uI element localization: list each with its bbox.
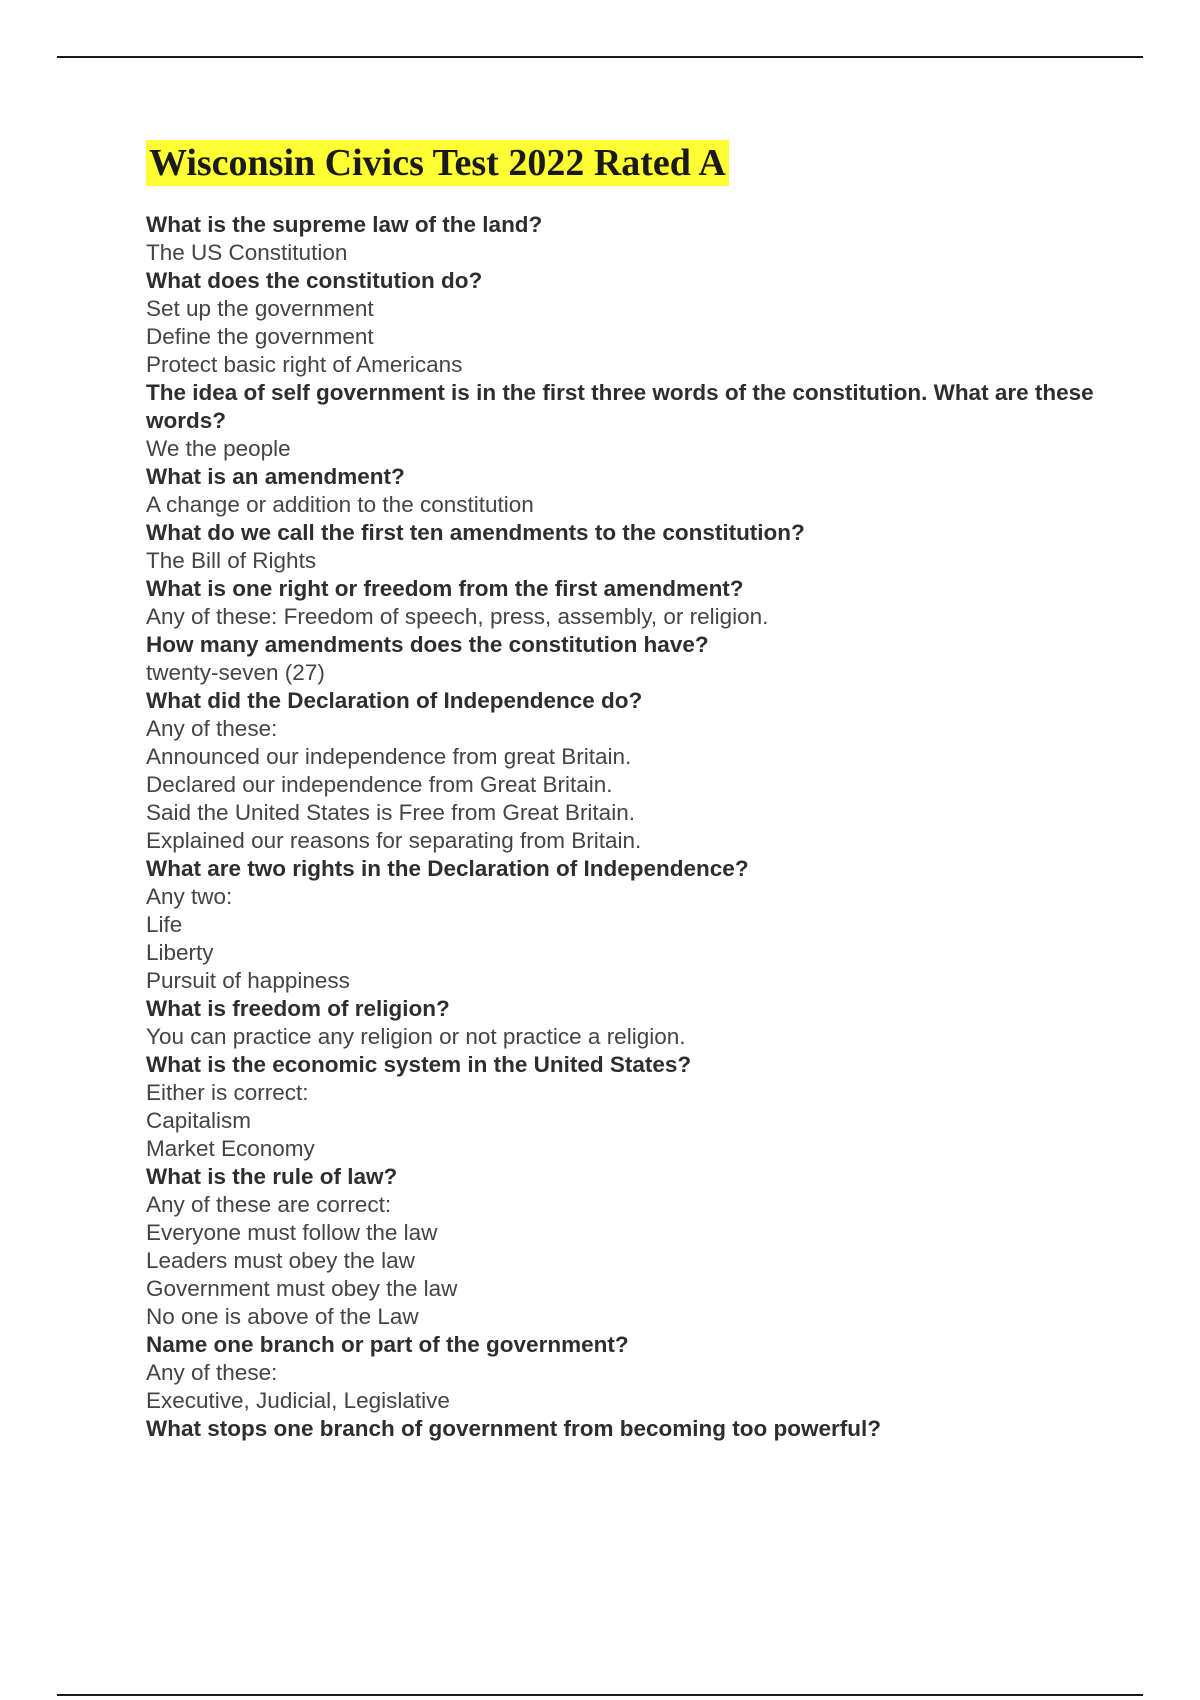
qa-item [146,1051,1106,1163]
answer-line: Either is correct: [146,1080,309,1105]
answer-line: We the people [146,436,291,461]
question-text: What did the Declaration of Independence do? [146,688,643,713]
qa-item [146,855,1106,995]
answer-line: Market Economy [146,1136,315,1161]
question-text: Name one branch or part of the government? [146,1332,629,1357]
header-rule [57,56,1143,58]
answer-line: The US Constitution [146,240,348,265]
answer-line: Any of these: [146,1360,278,1385]
answer-line: Government must obey the law [146,1276,458,1301]
qa-item [146,1331,1106,1415]
question-text: What is freedom of religion? [146,996,450,1021]
question-text: What is the rule of law? [146,1164,398,1189]
document-title: Wisconsin Civics Test 2022 Rated A [146,140,729,186]
answer-line: The Bill of Rights [146,548,317,573]
question-text: What stops one branch of government from becoming too powerful? [146,1416,882,1441]
answer-line: No one is above of the Law [146,1304,419,1329]
answer-line: Said the United States is Free from Great Britain. [146,800,635,825]
answer-line: Any of these: Freedom of speech, press, assembly, or religion. [146,604,769,629]
qa-item [146,267,1106,379]
answer-line: Define the government [146,324,374,349]
qa-item [146,211,1106,267]
answer-line: twenty-seven (27) [146,660,325,685]
answer-line: Leaders must obey the law [146,1248,415,1273]
question-answer-list [146,211,1106,1443]
qa-item [146,379,1106,463]
answer-line: Any of these are correct: [146,1192,392,1217]
answer-line: Executive, Judicial, Legislative [146,1388,450,1413]
answer-line: Any of these: [146,716,278,741]
question-text: What is an amendment? [146,464,405,489]
qa-item [146,519,1106,575]
qa-item [146,687,1106,855]
answer-line: Protect basic right of Americans [146,352,463,377]
question-text: What does the constitution do? [146,268,483,293]
answer-line: Capitalism [146,1108,252,1133]
question-text: What is the supreme law of the land? [146,212,543,237]
answer-line: Pursuit of happiness [146,968,350,993]
answer-line: Announced our independence from great Britain. [146,744,632,769]
question-text: What is the economic system in the United States? [146,1052,692,1077]
answer-line: A change or addition to the constitution [146,492,534,517]
document-body [146,140,1106,1443]
qa-item [146,1163,1106,1331]
answer-line: Declared our independence from Great Britain. [146,772,613,797]
question-text: What is one right or freedom from the first amendment? [146,576,744,601]
answer-line: Life [146,912,183,937]
qa-item [146,631,1106,687]
question-text: What do we call the first ten amendments to the constitution? [146,520,805,545]
question-text: How many amendments does the constitution have? [146,632,709,657]
answer-line: Any two: [146,884,233,909]
answer-line: Liberty [146,940,214,965]
answer-line: You can practice any religion or not practice a religion. [146,1024,686,1049]
qa-item [146,575,1106,631]
question-text: The idea of self government is in the first three words of the constitution. What are these words? [146,380,1094,433]
qa-item [146,463,1106,519]
qa-item [146,995,1106,1051]
question-text: What are two rights in the Declaration of Independence? [146,856,749,881]
answer-line: Everyone must follow the law [146,1220,438,1245]
footer-rule [57,1694,1143,1696]
answer-line: Set up the government [146,296,374,321]
qa-item [146,1415,1106,1443]
answer-line: Explained our reasons for separating from Britain. [146,828,642,853]
